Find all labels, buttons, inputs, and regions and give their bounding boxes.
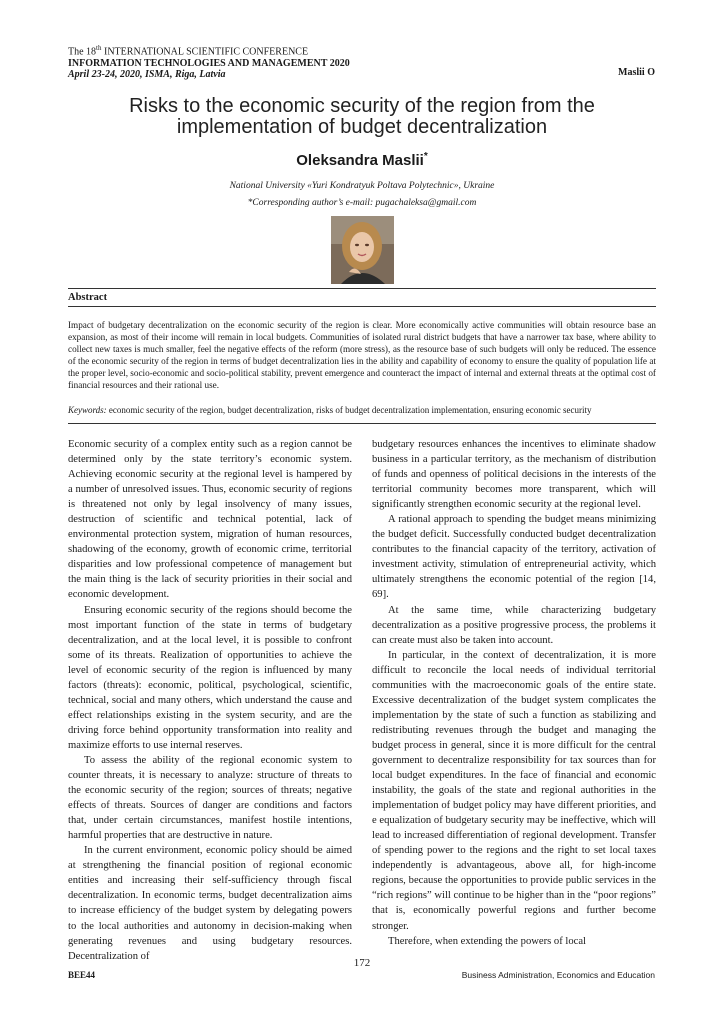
paragraph: Economic security of a complex entity such as a region cannot be determined only by the state territory’s economic system. Achieving economic security at the regional level is hampered by a number of unresolved issues. Thus, economic security of regions is threatened not only by legal insolvency of many issues, destruction of scientific and technical potential, lack of environmental protection system, migration of human resources, shadowing of the economy, growth of economic crime, territorial disparities and low professional competence of management but the main thing is the lack of security priorities in their social and economic development. (68, 439, 352, 601)
paragraph: budgetary resources enhances the incentives to eliminate shadow business in a particular territory, as the mechanism of distribution of funds and openness of political decisions in the interests of the territorial community becomes more transparent, which will significantly strengthen economic security at the regional level. (372, 439, 656, 511)
paragraph: To assess the ability of the regional economic system to counter threats, it is necessary to analyze: structure of threats to the economic security of the region; sources of threats; negative effects of threats. Sources of danger are conditions and factors that, under certain circumstances, manifest hostile intentions, harmful properties that are destructive in nature. (68, 754, 352, 842)
conference-line-1: The 18th INTERNATIONAL SCIENTIFIC CONFERENCE (68, 44, 309, 58)
paragraph: In particular, in the context of decentralization, it is more difficult to reconcile the local needs of individual territorial communities with the macroeconomic goals of the entire state. Excessive decentralization of the budget system complicates the implementation by the state of such a function as stabilizing and redistributing revenues through the budget and managing the budget process in general, since it is more difficult for the central government to decentralize responsibility for tax sources than for local budget expenditures. In the face of financial and economic instability, the goals of the state and regional authorities in the implementation of budget policy may have different priorities, and e equalization of budgetary security may be ineffective, which will lead to increased differentiation of regional development. Transfer of spending power to the regions and the right to set local taxes independently is advantageous, above all, for high-income regions, because the opportunities to provide public services in the “rich regions” will continue to be higher than in the “poor regions” that is, economically powerful regions and further become stronger. (372, 649, 656, 932)
paragraph: Ensuring economic security of the regions should become the most important function of the state in terms of budgetary decentralization, and at the local level, it is possible to confront some of its threats. Realization of opportunities to achieve the level of economic security of the region is influenced by many factors (threats): economic, political, psychological, scientific, technical, social and many others, which understand the cause and effect relationships existing in the system security, and are the driving force behind opportunity transformation into reality and maximize efforts to use internal reserves. (68, 604, 352, 751)
running-author: Maslii O (618, 67, 655, 78)
author-name: Oleksandra Maslii* (296, 151, 428, 169)
abstract-text: Impact of budgetary decentralization on the economic security of the region is clear. More economically active communities will obtain resource base an expansion, as most of their income will remain in local budgets. Communities of isolated rural district budgets that have a narrower tax base, where ability to collect new taxes is much smaller, feel the negative effects of the reform (more stress), as the resource base of such budgets will only be reduced. The essence of the economic security of the region in terms of budget decentralization lies in the ability and capability of economy to ensure the quality of population life at the proper level, socio-economic and socio-political stability, prevent emergence and counteract the impact of internal and external threats at the optimal cost of financial resources and their rational use. (68, 320, 656, 391)
footer-session-code: BEE44 (68, 970, 96, 980)
footer-section-name: Business Administration, Economics and Education (461, 970, 655, 980)
paragraph: At the same time, while characterizing budgetary decentralization as a positive progressive process, the problems it can create must also be taken into account. (372, 604, 656, 646)
paragraph: In the current environment, economic policy should be aimed at strengthening the financial position of regional economic entities and increasing their self-sufficiency through fiscal decentralization. In economic terms, budget decentralization aims to increase efficiency of the budget system by delegating powers to the local authorities and autonomy in decision-making when generating revenues and using budgetary resources. Decentralization of (68, 845, 352, 962)
abstract-top-rule (68, 288, 656, 289)
author-photo (331, 216, 394, 284)
body-column-right (372, 437, 656, 949)
keywords: Keywords: economic security of the region, budget decentralization, risks of budget decentralization implementation, ensuring economic security (68, 405, 592, 415)
abstract-bottom-rule (68, 423, 656, 424)
author-affiliation: National University «Yuri Kondratyuk Poltava Polytechnic», Ukraine (229, 181, 495, 191)
abstract-heading: Abstract (68, 292, 108, 303)
paragraph: Therefore, when extending the powers of local (388, 935, 586, 947)
abstract-mid-rule (68, 306, 656, 307)
page-number: 172 (353, 957, 371, 969)
author-email: *Corresponding author’s e-mail: pugachaleksa@gmail.com (247, 198, 477, 208)
body-column-left (68, 437, 352, 964)
paragraph: A rational approach to spending the budget means minimizing the budget deficit. Successfully conducted budget decentralization contributes to the financial capacity of the territory, activation of investment activity, stimulation of entrepreneurial activity, which ultimately strengthens the economic potential of the region [14, 69]. (372, 514, 656, 601)
conference-name: INFORMATION TECHNOLOGIES AND MANAGEMENT 2020 (68, 57, 350, 69)
paper-title: Risks to the economic security of the region from the implementation of budget decentralization (129, 95, 595, 138)
conference-header (68, 43, 350, 81)
conference-date: April 23-24, 2020, ISMA, Riga, Latvia (68, 69, 226, 81)
